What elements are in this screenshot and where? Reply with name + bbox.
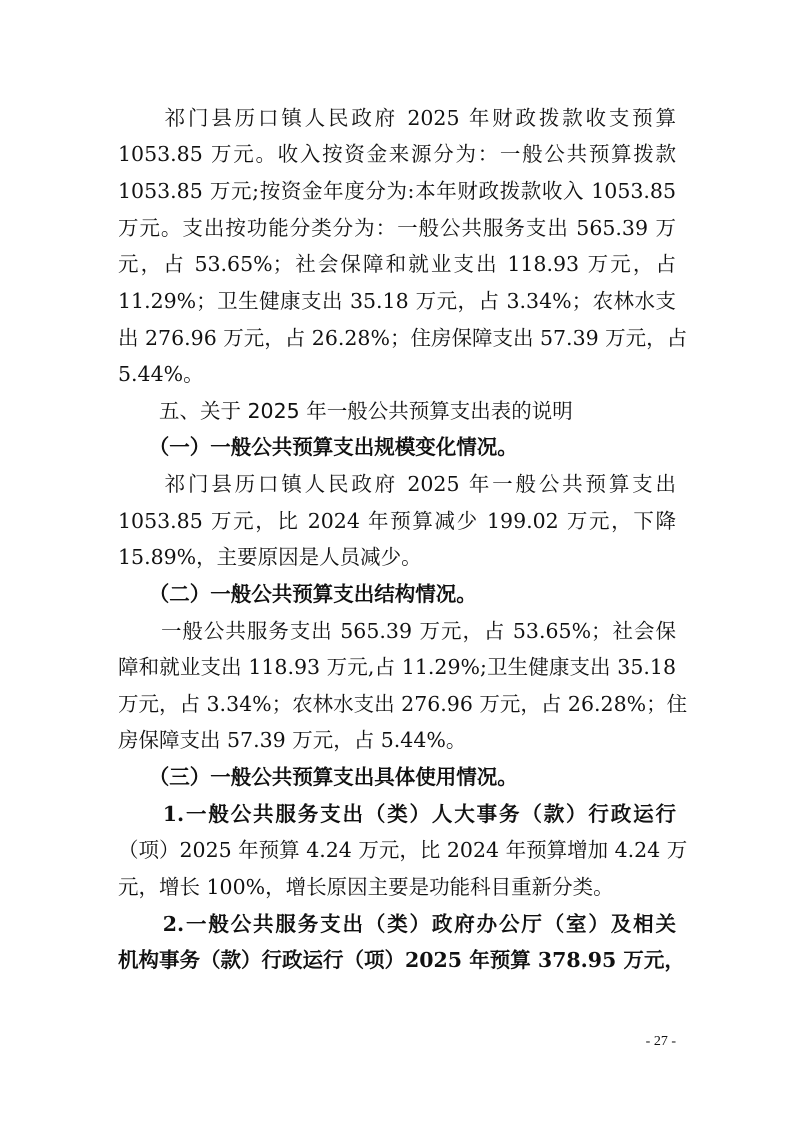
paragraph-line: 万元。支出按功能分类分为：一般公共服务支出 565.39 万 bbox=[118, 216, 676, 240]
subsection-heading: （二）一般公共预算支出结构情况。 bbox=[118, 582, 477, 606]
item-heading-line: 机构事务（款）行政运行（项）2025 年预算 378.95 万元， bbox=[118, 948, 685, 972]
paragraph-line: 祁门县历口镇人民政府 2025 年财政拨款收支预算 bbox=[118, 106, 676, 130]
paragraph-line: 祁门县历口镇人民政府 2025 年一般公共预算支出 bbox=[118, 472, 676, 496]
subsection-heading: （三）一般公共预算支出具体使用情况。 bbox=[118, 765, 518, 789]
page-number: - 27 - bbox=[645, 1034, 676, 1049]
paragraph-line: 15.89%，主要原因是人员减少。 bbox=[118, 545, 422, 569]
paragraph-line: 一般公共服务支出 565.39 万元，占 53.65%；社会保 bbox=[118, 619, 676, 643]
paragraph-line: 元，增长 100%，增长原因主要是功能科目重新分类。 bbox=[118, 875, 614, 899]
paragraph-line: 出 276.96 万元，占 26.28%；住房保障支出 57.39 万元，占 bbox=[118, 326, 688, 350]
paragraph-line: 1053.85 万元，比 2024 年预算减少 199.02 万元，下降 bbox=[118, 509, 676, 533]
paragraph-line: 元，占 53.65%；社会保障和就业支出 118.93 万元，占 bbox=[118, 252, 676, 276]
paragraph-line: 1053.85 万元。收入按资金来源分为：一般公共预算拨款 bbox=[118, 142, 676, 166]
paragraph-line: 11.29%；卫生健康支出 35.18 万元，占 3.34%；农林水支 bbox=[118, 289, 676, 313]
paragraph-line: 5.44%。 bbox=[118, 362, 204, 386]
paragraph-line: （项）2025 年预算 4.24 万元，比 2024 年预算增加 4.24 万 bbox=[118, 838, 688, 862]
item-heading-line: 2.一般公共服务支出（类）政府办公厅（室）及相关 bbox=[118, 912, 676, 936]
item-heading-line: 1.一般公共服务支出（类）人大事务（款）行政运行 bbox=[118, 802, 676, 826]
paragraph-line: 房保障支出 57.39 万元，占 5.44%。 bbox=[118, 728, 467, 752]
paragraph-line: 1053.85 万元;按资金年度分为:本年财政拨款收入 1053.85 bbox=[118, 179, 676, 203]
paragraph-line: 障和就业支出 118.93 万元,占 11.29%;卫生健康支出 35.18 bbox=[118, 655, 676, 679]
section-heading: 五、关于 2025 年一般公共预算支出表的说明 bbox=[118, 399, 573, 423]
paragraph-line: 万元，占 3.34%；农林水支出 276.96 万元，占 26.28%；住 bbox=[118, 692, 688, 716]
subsection-heading: （一）一般公共预算支出规模变化情况。 bbox=[118, 435, 518, 459]
